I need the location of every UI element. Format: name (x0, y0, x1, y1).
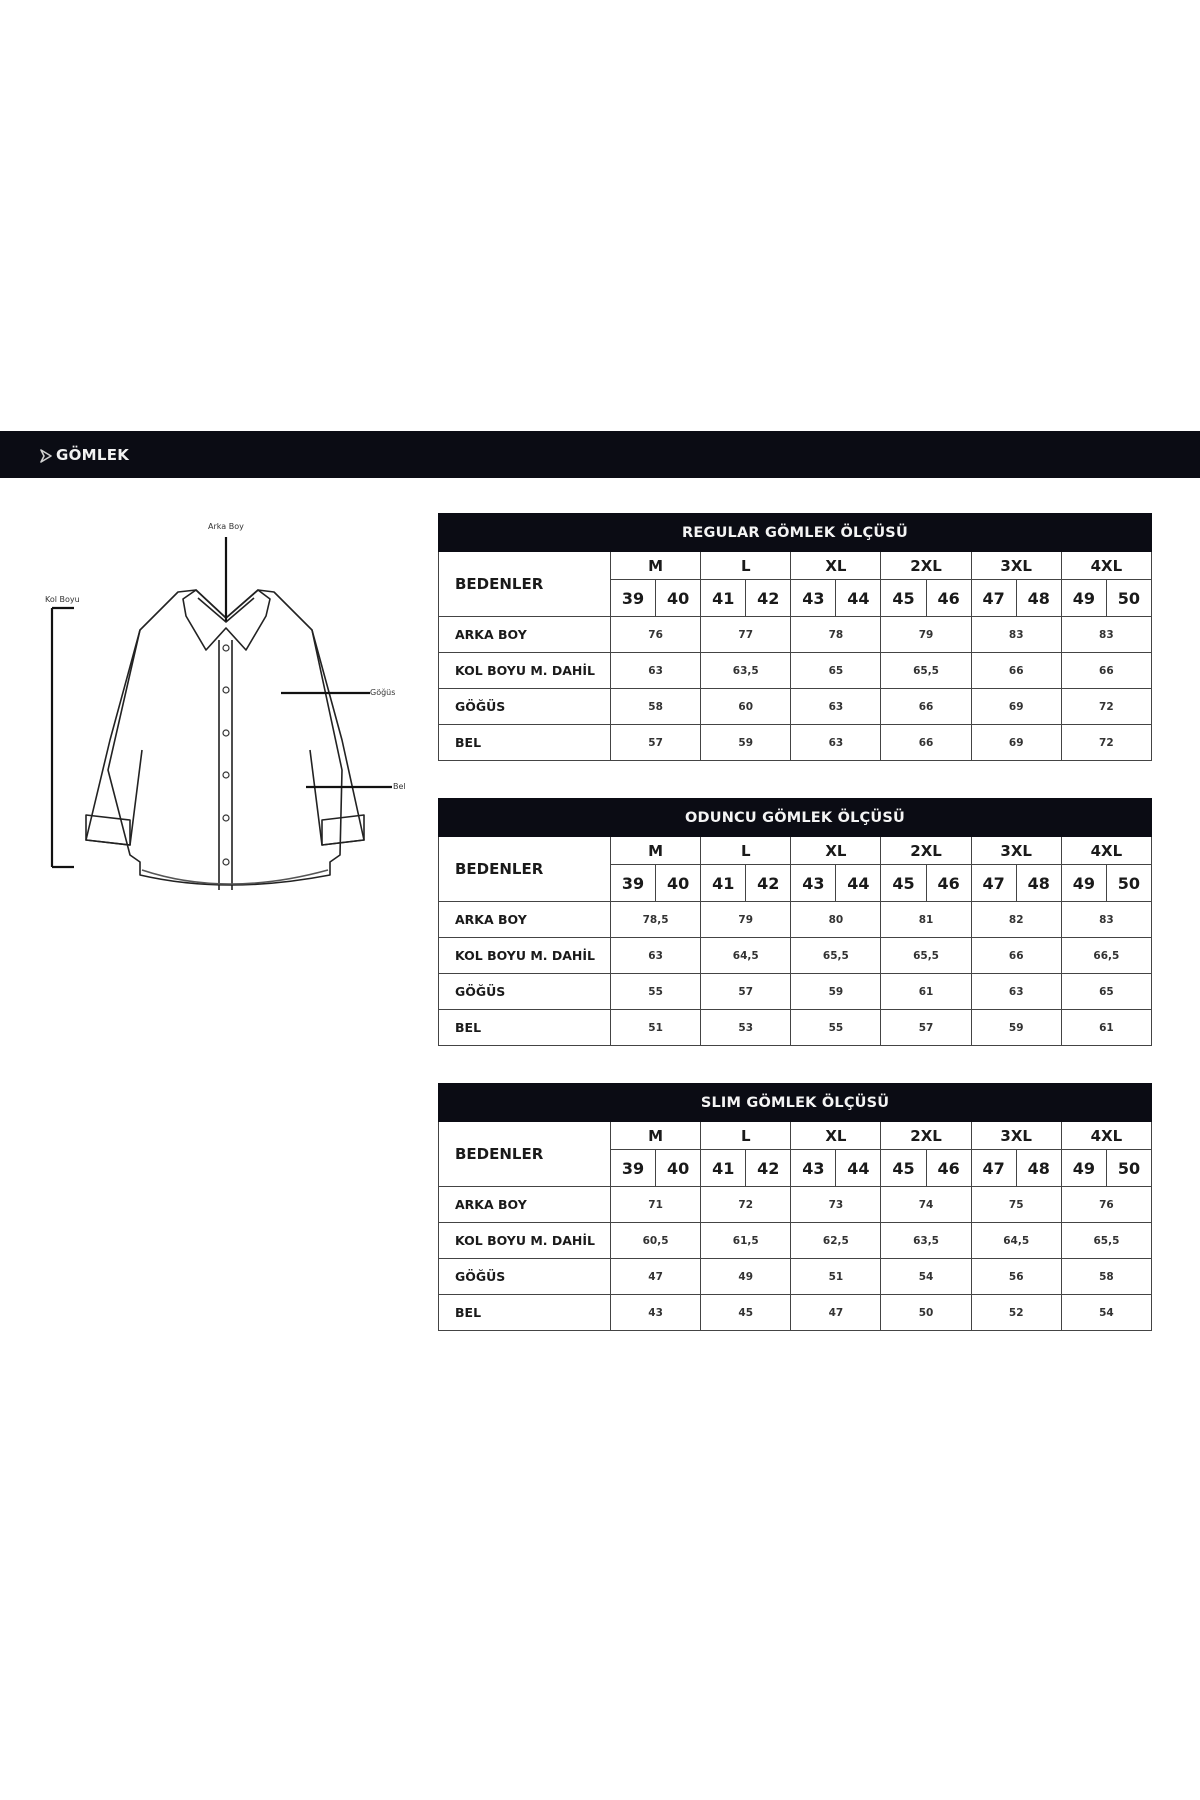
measurement-value: 72 (701, 1187, 791, 1223)
size-group-header: XL (791, 552, 881, 580)
size-number: 50 (1106, 1150, 1151, 1187)
measurement-value: 56 (971, 1259, 1061, 1295)
measurement-value: 52 (971, 1295, 1061, 1331)
measurement-value: 65,5 (881, 653, 971, 689)
measurement-value: 65,5 (881, 938, 971, 974)
row-label: BEL (439, 1010, 611, 1046)
size-number: 45 (881, 1150, 926, 1187)
measurement-value: 82 (971, 902, 1061, 938)
measurement-value: 63 (611, 938, 701, 974)
section-banner (0, 431, 1200, 478)
arrow-right-outline-icon (40, 448, 52, 462)
measurement-value: 61 (881, 974, 971, 1010)
measurement-value: 79 (881, 617, 971, 653)
table-row (439, 1010, 1152, 1046)
measurement-value: 55 (611, 974, 701, 1010)
size-number: 47 (971, 580, 1016, 617)
measurement-value: 63 (971, 974, 1061, 1010)
measurement-value: 73 (791, 1187, 881, 1223)
row-label: KOL BOYU M. DAHİL (439, 653, 611, 689)
size-group-header: 4XL (1061, 837, 1151, 865)
size-number: 50 (1106, 865, 1151, 902)
row-label: KOL BOYU M. DAHİL (439, 938, 611, 974)
size-group-header: M (611, 837, 701, 865)
table-row (439, 617, 1152, 653)
measurement-value: 57 (611, 725, 701, 761)
size-number: 45 (881, 580, 926, 617)
size-group-header: L (701, 837, 791, 865)
table-row (439, 1187, 1152, 1223)
header-label: BEDENLER (439, 1122, 611, 1187)
measurement-value: 49 (701, 1259, 791, 1295)
measurement-value: 59 (791, 974, 881, 1010)
size-number: 40 (656, 865, 701, 902)
measurement-value: 62,5 (791, 1223, 881, 1259)
measurement-value: 72 (1061, 725, 1151, 761)
measurement-value: 71 (611, 1187, 701, 1223)
size-number: 41 (701, 580, 746, 617)
size-group-header: 3XL (971, 552, 1061, 580)
measurement-value: 66,5 (1061, 938, 1151, 974)
row-label: ARKA BOY (439, 617, 611, 653)
size-group-header: M (611, 552, 701, 580)
measurement-value: 65,5 (1061, 1223, 1151, 1259)
measurement-value: 66 (971, 938, 1061, 974)
measurement-value: 64,5 (971, 1223, 1061, 1259)
row-label: GÖĞÜS (439, 1259, 611, 1295)
table-title: REGULAR GÖMLEK ÖLÇÜSÜ (439, 514, 1152, 552)
measurement-value: 65 (1061, 974, 1151, 1010)
size-group-header: 4XL (1061, 1122, 1151, 1150)
size-number: 47 (971, 865, 1016, 902)
size-number: 42 (746, 580, 791, 617)
measurement-value: 53 (701, 1010, 791, 1046)
size-number: 39 (611, 580, 656, 617)
row-label: KOL BOYU M. DAHİL (439, 1223, 611, 1259)
size-number: 49 (1061, 580, 1106, 617)
measurement-value: 63 (791, 689, 881, 725)
measurement-value: 76 (611, 617, 701, 653)
table-title: SLIM GÖMLEK ÖLÇÜSÜ (439, 1084, 1152, 1122)
measurement-value: 63 (791, 725, 881, 761)
size-group-header: M (611, 1122, 701, 1150)
table-row (439, 974, 1152, 1010)
size-number: 44 (836, 580, 881, 617)
size-number: 43 (791, 580, 836, 617)
size-group-header: 2XL (881, 837, 971, 865)
size-number: 44 (836, 1150, 881, 1187)
measurement-value: 78 (791, 617, 881, 653)
measurement-value: 83 (971, 617, 1061, 653)
measurement-value: 75 (971, 1187, 1061, 1223)
measurement-value: 54 (881, 1259, 971, 1295)
measurement-value: 83 (1061, 902, 1151, 938)
size-group-header: 4XL (1061, 552, 1151, 580)
size-number: 39 (611, 865, 656, 902)
label-bel: Bel (393, 782, 406, 791)
size-number: 42 (746, 1150, 791, 1187)
size-group-header: XL (791, 837, 881, 865)
measurement-value: 66 (971, 653, 1061, 689)
size-number: 39 (611, 1150, 656, 1187)
size-number: 41 (701, 865, 746, 902)
table-row (439, 902, 1152, 938)
header-label: BEDENLER (439, 837, 611, 902)
row-label: ARKA BOY (439, 902, 611, 938)
measurement-value: 51 (791, 1259, 881, 1295)
measurement-value: 55 (791, 1010, 881, 1046)
measurement-value: 61,5 (701, 1223, 791, 1259)
size-group-header: 3XL (971, 837, 1061, 865)
row-label: BEL (439, 725, 611, 761)
size-table-slim (438, 1083, 1152, 1331)
size-group-header: 3XL (971, 1122, 1061, 1150)
table-title: ODUNCU GÖMLEK ÖLÇÜSÜ (439, 799, 1152, 837)
measurement-value: 80 (791, 902, 881, 938)
size-number: 48 (1016, 580, 1061, 617)
size-table-oduncu (438, 798, 1152, 1046)
row-label: GÖĞÜS (439, 974, 611, 1010)
table-row (439, 1295, 1152, 1331)
size-group-header: L (701, 552, 791, 580)
row-label: GÖĞÜS (439, 689, 611, 725)
measurement-value: 59 (971, 1010, 1061, 1046)
size-number: 43 (791, 865, 836, 902)
table-row (439, 1259, 1152, 1295)
size-table-regular (438, 513, 1152, 761)
measurement-value: 79 (701, 902, 791, 938)
measurement-value: 47 (791, 1295, 881, 1331)
measurement-value: 63,5 (701, 653, 791, 689)
measurement-value: 50 (881, 1295, 971, 1331)
measurement-value: 59 (701, 725, 791, 761)
size-number: 46 (926, 865, 971, 902)
row-label: ARKA BOY (439, 1187, 611, 1223)
label-gogus: Göğüs (370, 688, 396, 697)
size-number: 49 (1061, 1150, 1106, 1187)
size-number: 47 (971, 1150, 1016, 1187)
size-group-header: XL (791, 1122, 881, 1150)
measurement-value: 58 (611, 689, 701, 725)
size-number: 50 (1106, 580, 1151, 617)
size-group-header: 2XL (881, 552, 971, 580)
label-kol-boyu: Kol Boyu (45, 595, 80, 604)
size-number: 46 (926, 1150, 971, 1187)
table-row (439, 938, 1152, 974)
size-number: 40 (656, 1150, 701, 1187)
section-title: GÖMLEK (56, 445, 130, 464)
measurement-value: 77 (701, 617, 791, 653)
measurement-value: 64,5 (701, 938, 791, 974)
label-arka-boy: Arka Boy (208, 522, 244, 531)
measurement-value: 78,5 (611, 902, 701, 938)
size-number: 40 (656, 580, 701, 617)
measurement-value: 45 (701, 1295, 791, 1331)
measurement-value: 58 (1061, 1259, 1151, 1295)
size-number: 46 (926, 580, 971, 617)
measurement-value: 60,5 (611, 1223, 701, 1259)
measurement-value: 76 (1061, 1187, 1151, 1223)
measurement-value: 61 (1061, 1010, 1151, 1046)
size-number: 45 (881, 865, 926, 902)
measurement-value: 66 (1061, 653, 1151, 689)
measurement-value: 63,5 (881, 1223, 971, 1259)
size-number: 48 (1016, 1150, 1061, 1187)
measurement-value: 74 (881, 1187, 971, 1223)
measurement-value: 57 (881, 1010, 971, 1046)
size-number: 41 (701, 1150, 746, 1187)
size-group-header: L (701, 1122, 791, 1150)
measurement-value: 69 (971, 725, 1061, 761)
measurement-value: 66 (881, 725, 971, 761)
measurement-value: 65 (791, 653, 881, 689)
table-row (439, 653, 1152, 689)
measurement-value: 65,5 (791, 938, 881, 974)
header-label: BEDENLER (439, 552, 611, 617)
measurement-value: 43 (611, 1295, 701, 1331)
measurement-value: 54 (1061, 1295, 1151, 1331)
row-label: BEL (439, 1295, 611, 1331)
measurement-value: 66 (881, 689, 971, 725)
measurement-value: 72 (1061, 689, 1151, 725)
measurement-value: 69 (971, 689, 1061, 725)
shirt-measurement-diagram (30, 510, 420, 910)
shirt-outline-icon (30, 510, 420, 910)
size-number: 49 (1061, 865, 1106, 902)
table-row (439, 689, 1152, 725)
measurement-value: 83 (1061, 617, 1151, 653)
size-number: 42 (746, 865, 791, 902)
size-group-header: 2XL (881, 1122, 971, 1150)
measurement-value: 60 (701, 689, 791, 725)
measurement-value: 47 (611, 1259, 701, 1295)
measurement-value: 63 (611, 653, 701, 689)
measurement-value: 57 (701, 974, 791, 1010)
table-row (439, 725, 1152, 761)
table-row (439, 1223, 1152, 1259)
measurement-value: 51 (611, 1010, 701, 1046)
measurement-value: 81 (881, 902, 971, 938)
size-number: 44 (836, 865, 881, 902)
size-number: 48 (1016, 865, 1061, 902)
size-number: 43 (791, 1150, 836, 1187)
